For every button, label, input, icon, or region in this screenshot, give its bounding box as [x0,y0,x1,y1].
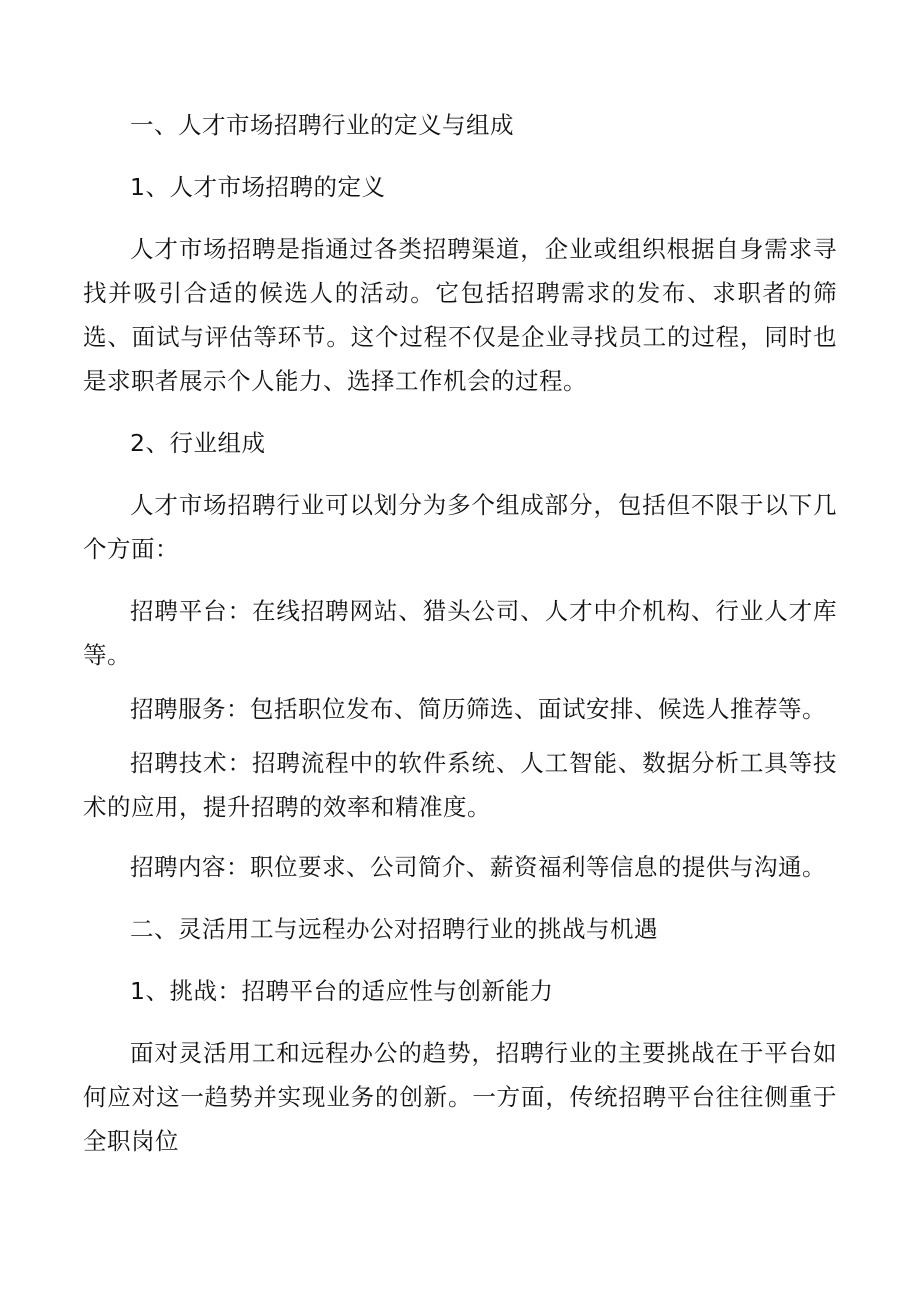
paragraph-challenge: 面对灵活用工和远程办公的趋势，招聘行业的主要挑战在于平台如何应对这一趋势并实现业务的创新。一方面，传统招聘平台往往侧重于全职岗位 [83,1039,837,1155]
subsection-heading-1-2: 2、行业组成 [130,429,266,457]
document-body [83,103,837,1163]
section-heading-2: 二、灵活用工与远程办公对招聘行业的挑战与机遇 [130,915,658,943]
subsection-heading-2-1: 1、挑战：招聘平台的适应性与创新能力 [130,977,554,1005]
list-item-content: 招聘内容：职位要求、公司简介、薪资福利等信息的提供与沟通。 [130,853,826,881]
subsection-heading-1-1: 1、人才市场招聘的定义 [130,173,386,201]
list-item-service: 招聘服务：包括职位发布、简历筛选、面试安排、候选人推荐等。 [130,695,826,723]
list-item-technology: 招聘技术：招聘流程中的软件系统、人工智能、数据分析工具等技术的应用，提升招聘的效率和精准度。 [83,749,837,821]
paragraph-composition-intro: 人才市场招聘行业可以划分为多个组成部分，包括但不限于以下几个方面： [83,491,837,563]
section-heading-1: 一、人才市场招聘行业的定义与组成 [130,111,514,139]
paragraph-definition: 人才市场招聘是指通过各类招聘渠道，企业或组织根据自身需求寻找并吸引合适的候选人的活动。它包括招聘需求的发布、求职者的筛选、面试与评估等环节。这个过程不仅是企业寻找员工的过程，同时也是求职者展示个人能力、选择工作机会的过程。 [83,235,837,395]
list-item-platform: 招聘平台：在线招聘网站、猎头公司、人才中介机构、行业人才库等。 [83,597,837,669]
